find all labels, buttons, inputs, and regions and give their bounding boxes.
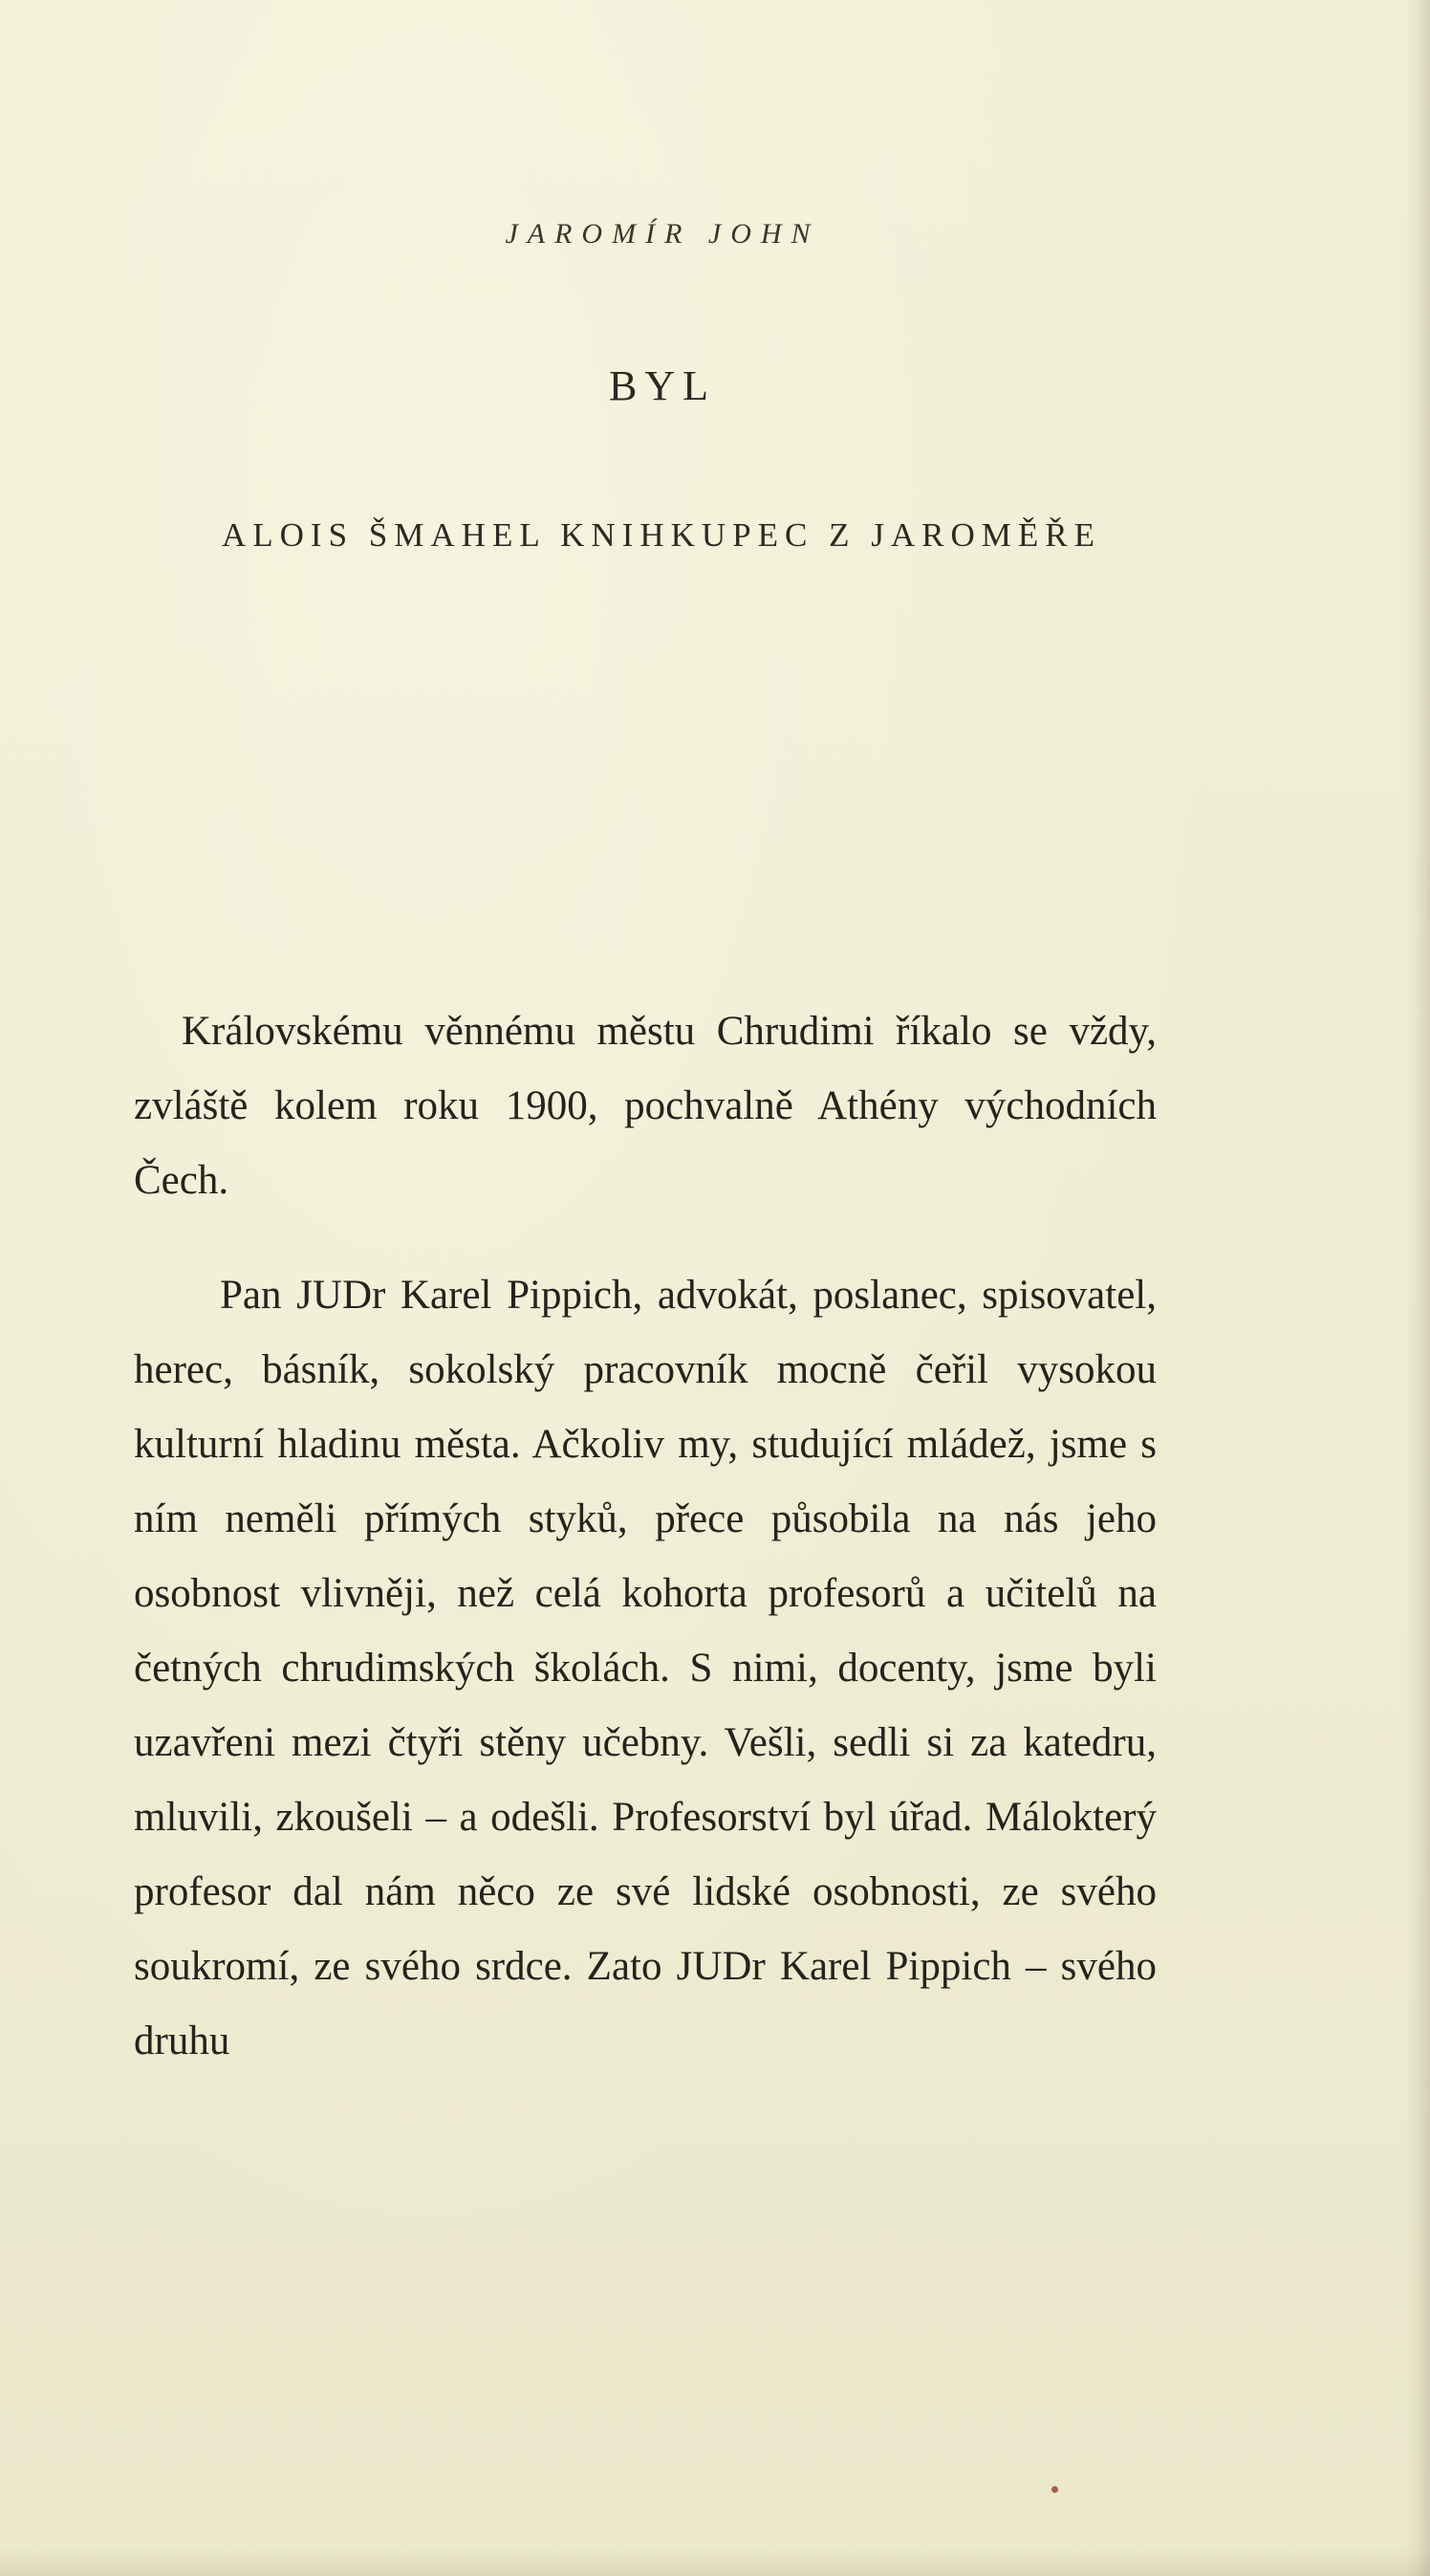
paper-speck xyxy=(1051,2486,1058,2493)
paragraph: Královskému věnnému městu Chrudimi říkalo se vždy, zvláště kolem roku 1900, pochvalně Athény východních Čech. xyxy=(134,1009,1157,1203)
chapter-subtitle: ALOIS ŠMAHEL KNIHKUPEC Z JAROMĚŘE xyxy=(222,516,1101,554)
paragraph: Pan JUDr Karel Pippich, advokát, poslanec, spisovatel, herec, básník, sokolský pracovník mocně čeřil vysokou kulturní hladinu města. Ačkoliv my, studující mládež, jsme s ním neměli přímých styků, přece působila na nás jeho osobnost vlivněji, než celá kohorta profesorů a učitelů na četných chrudimských školách. S nimi, docenty, jsme byli uzavřeni mezi čtyři stěny učebny. Vešli, sedli si za katedru, mluvili, zkoušeli – a odešli. Profesorství byl úřad. Málokterý profesor dal nám něco ze své lidské osobnosti, ze svého soukromí, ze svého srdce. Zato JUDr Karel Pippich – svého druhu xyxy=(134,1273,1157,2063)
page-bottom-shadow xyxy=(0,2547,1430,2576)
body-text xyxy=(134,994,1157,2079)
author-name: JAROMÍR JOHN xyxy=(505,218,820,250)
title-word: BYL xyxy=(609,362,716,409)
